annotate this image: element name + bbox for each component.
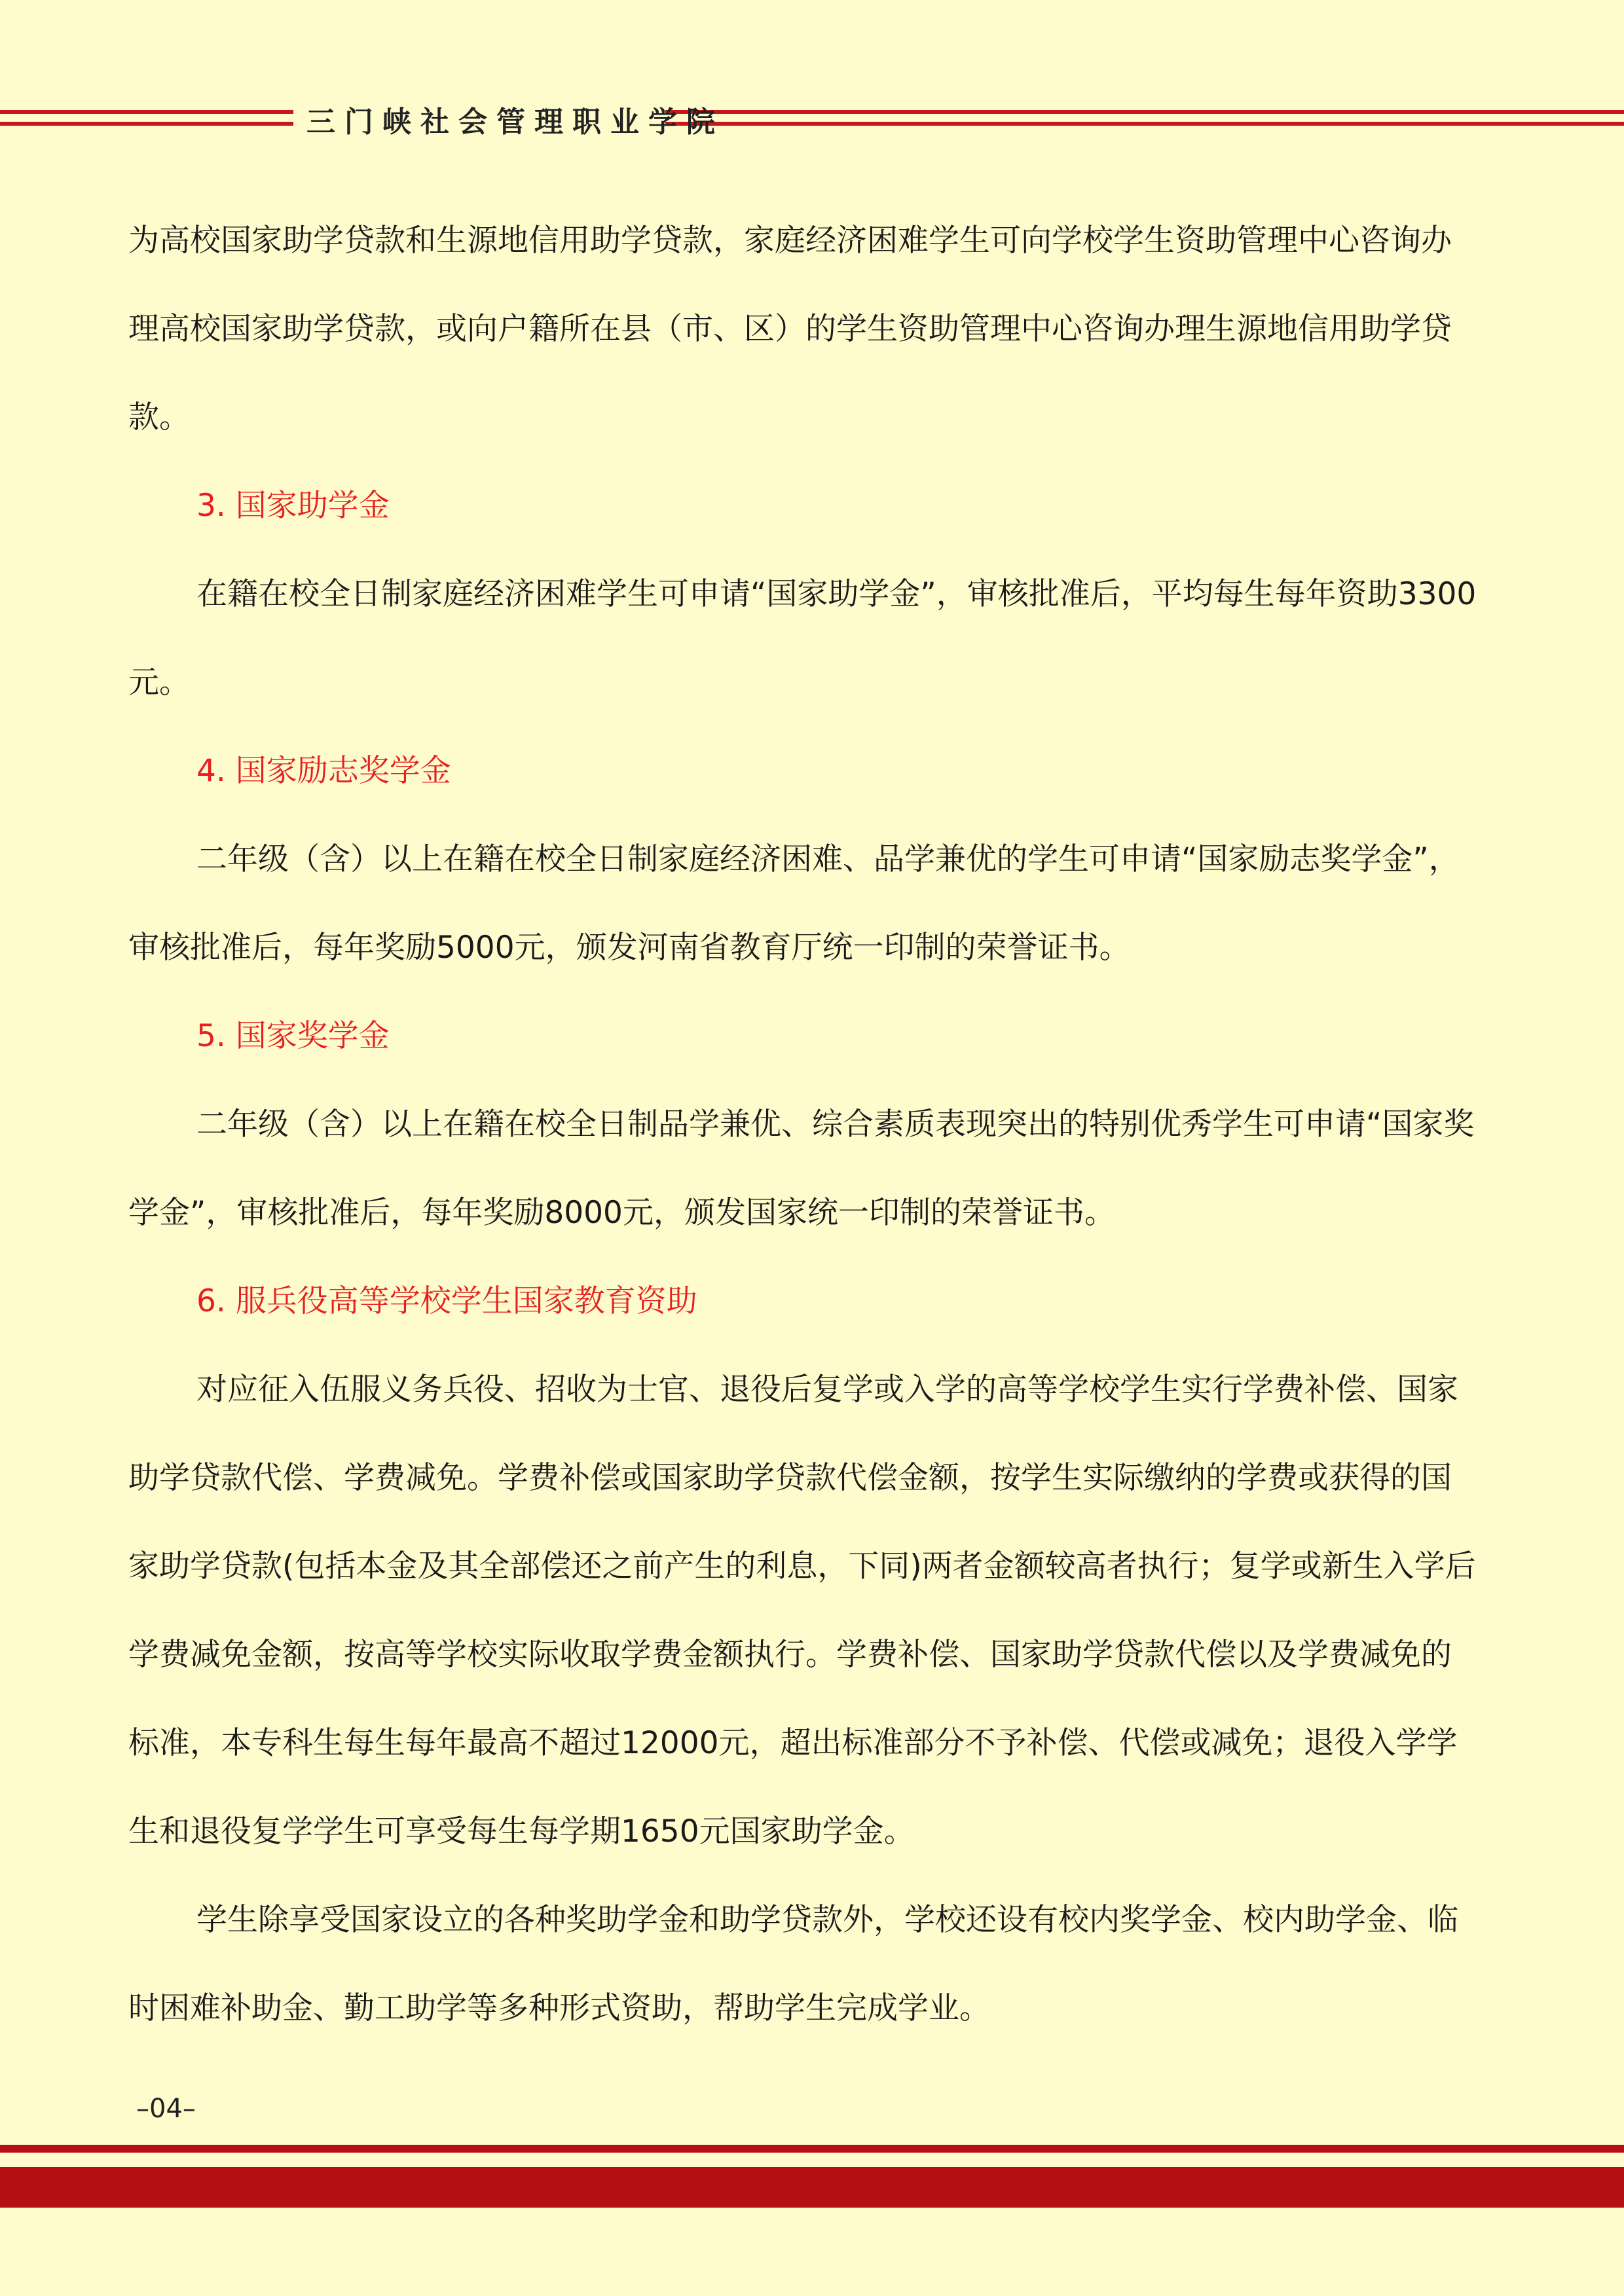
paragraph-military-service-aid: 对应征入伍服义务兵役、招收为士官、退役后复学或入学的高等学校学生实行学费补偿、国家助学贷款代偿、学费减免。学费补偿或国家助学贷款代偿金额，按学生实际缴纳的学费或获得的国家助学贷款(包括本金及其全部偿还之前产生的利息，下同)两者金额较高者执行；复学或新生入学后学费减免金额，按高等学校实际收取学费金额执行。学费补偿、国家助学贷款代偿以及学费减免的标准，本专科生每生每年最高不超过12000元，超出标准部分不予补偿、代偿或减免；退役入学学生和退役复学学生可享受每生每学期1650元国家助学金。 <box>128 1372 1476 1850</box>
page-body <box>128 196 1479 2052</box>
paragraph-national-scholarship: 二年级（含）以上在籍在校全日制品学兼优、综合素质表现突出的特别优秀学生可申请“国家奖学金”，审核批准后，每年奖励8000元，颁发国家统一印制的荣誉证书。 <box>128 1106 1475 1231</box>
header-line-left-bottom <box>0 122 293 126</box>
paragraph-school-aid-summary: 学生除享受国家设立的各种奖助学金和助学贷款外，学校还设有校内奖学金、校内助学金、临时困难补助金、勤工助学等多种形式资助，帮助学生完成学业。 <box>128 1902 1458 2026</box>
header-school-name: 三门峡社会管理职业学院 <box>306 105 724 139</box>
section-heading-national-scholarship: 5. 国家奖学金 <box>196 1018 390 1054</box>
footer-bar-thick <box>0 2167 1624 2208</box>
paragraph-loan-continued: 为高校国家助学贷款和生源地信用助学贷款，家庭经济困难学生可向学校学生资助管理中心咨询办理高校国家助学贷款，或向户籍所在县（市、区）的学生资助管理中心咨询办理生源地信用助学贷款。 <box>128 223 1452 435</box>
page-number: –04– <box>136 2094 196 2124</box>
section-heading-national-grant: 3. 国家助学金 <box>196 488 390 524</box>
header-line-left-top <box>0 110 293 114</box>
footer-bar-thin <box>0 2145 1624 2153</box>
header-line-right-top <box>665 110 1624 114</box>
paragraph-national-grant: 在籍在校全日制家庭经济困难学生可申请“国家助学金”，审核批准后，平均每生每年资助3300元。 <box>128 576 1477 701</box>
paragraph-inspirational-scholarship: 二年级（含）以上在籍在校全日制家庭经济困难、品学兼优的学生可申请“国家励志奖学金”，审核批准后，每年奖励5000元，颁发河南省教育厅统一印制的荣誉证书。 <box>128 841 1460 966</box>
section-heading-military-service-aid: 6. 服兵役高等学校学生国家教育资助 <box>196 1283 697 1319</box>
header-line-right-bottom <box>665 122 1624 126</box>
section-heading-inspirational-scholarship: 4. 国家励志奖学金 <box>196 753 451 789</box>
